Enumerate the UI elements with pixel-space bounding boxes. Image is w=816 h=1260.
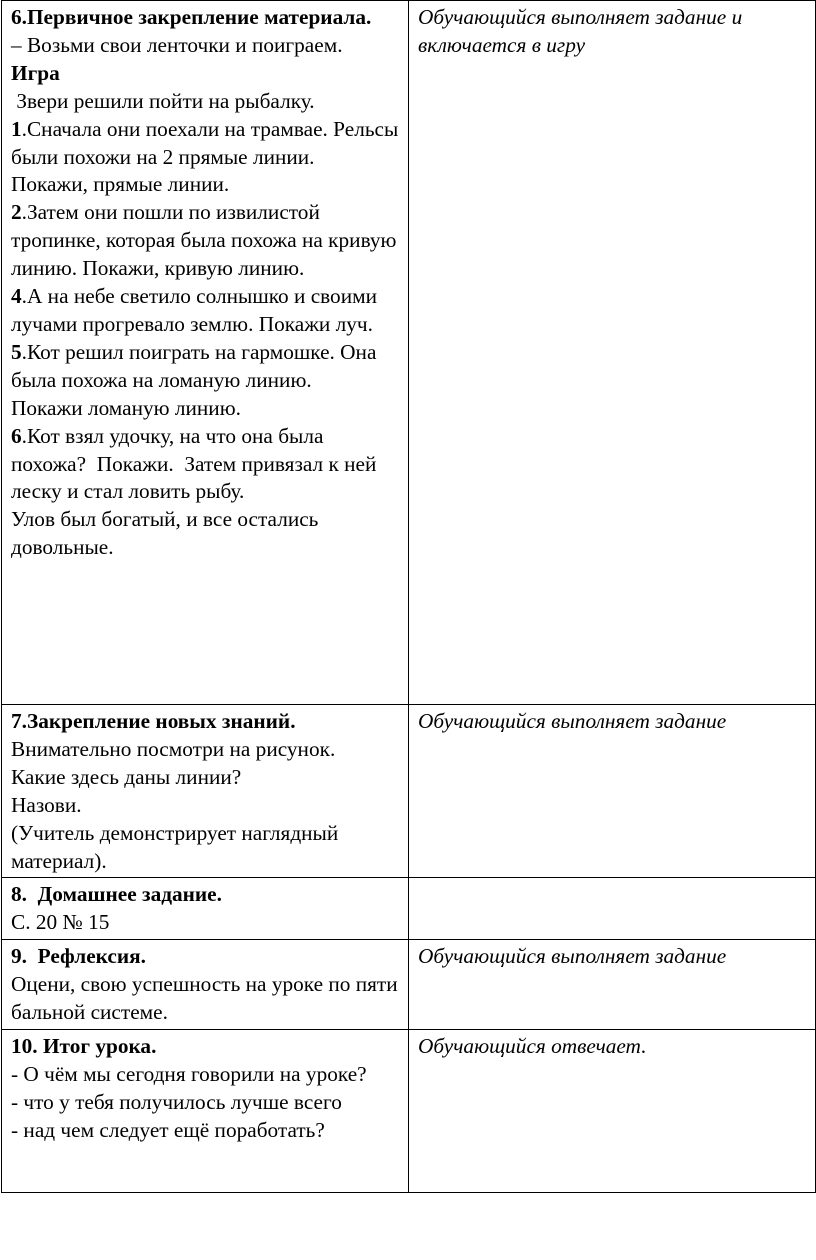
text-line: Покажи ломаную линию. [11,395,241,420]
section-title: 6.Первичное закрепление материала. [11,5,372,29]
game-heading: Игра [11,60,60,85]
numbered-item [11,339,402,395]
text-line: Улов был богатый, и все остались довольные. [11,507,324,560]
item-text: .Кот решил поиграть на гармошке. Она была похожа на ломаную линию. [11,339,382,392]
numbered-item [11,116,402,172]
item-number: 1 [11,116,22,141]
text-line: С. 20 № 15 [11,910,110,935]
activity-cell [2,1,409,705]
student-response-cell [409,878,816,940]
item-text: .А на небе светило солнышко и своими лучами прогревало землю. Покажи луч. [11,284,383,336]
student-response-cell: Обучающийся отвечает. [409,1029,816,1192]
section-title: 8. Домашнее задание. [11,882,222,907]
item-text: .Кот взял удочку, на что она была похожа? Покажи. Затем привязал к ней леску и стал ловить рыбу. [11,423,382,504]
text-line: Какие здесь даны линии? [11,764,242,789]
numbered-item [11,423,402,507]
text-line: - над чем следует ещё поработать? [11,1117,325,1142]
section-title: 9. Рефлексия. [11,944,146,969]
text-line: Покажи, прямые линии. [11,172,230,197]
activity-cell [2,940,409,1030]
text-line: Внимательно посмотри на рисунок. [11,736,336,761]
table-row [2,1,816,705]
text-line: - что у тебя получилось лучше всего [11,1089,342,1114]
item-text: .Сначала они поехали на трамвае. Рельсы были похожи на 2 прямые линии. [11,116,404,169]
text-line: – Возьми свои ленточки и поиграем. [11,32,343,57]
section-title: 10. Итог урока. [11,1033,157,1058]
table-row [2,1029,816,1192]
student-response-cell: Обучающийся выполняет задание и включается в игру [409,1,816,705]
item-number: 6 [11,423,22,448]
text-line: - О чём мы сегодня говорили на уроке? [11,1061,367,1086]
table-row [2,940,816,1030]
activity-cell [2,1029,409,1192]
lesson-plan-table [1,0,816,1193]
student-response-cell: Обучающийся выполняет задание [409,940,816,1030]
text-line: (Учитель демонстрирует наглядный материал). [11,820,344,873]
student-response-cell: Обучающийся выполняет задание [409,705,816,878]
text-line: Оцени, свою успешность на уроке по пяти бальной системе. [11,972,403,1025]
item-text: .Затем они пошли по извилистой тропинке, которая была похожа на кривую линию. Покажи, кривую линию. [11,200,402,281]
activity-cell [2,705,409,878]
table-row [2,878,816,940]
item-number: 5 [11,339,22,364]
activity-cell [2,878,409,940]
text-line: Назови. [11,792,82,817]
numbered-item [11,199,402,283]
numbered-item [11,283,402,339]
item-number: 2 [11,200,22,225]
text-line: Звери решили пойти на рыбалку. [11,88,315,113]
section-title: 7.Закрепление новых знаний. [11,709,296,733]
table-row [2,705,816,878]
item-number: 4 [11,284,22,309]
